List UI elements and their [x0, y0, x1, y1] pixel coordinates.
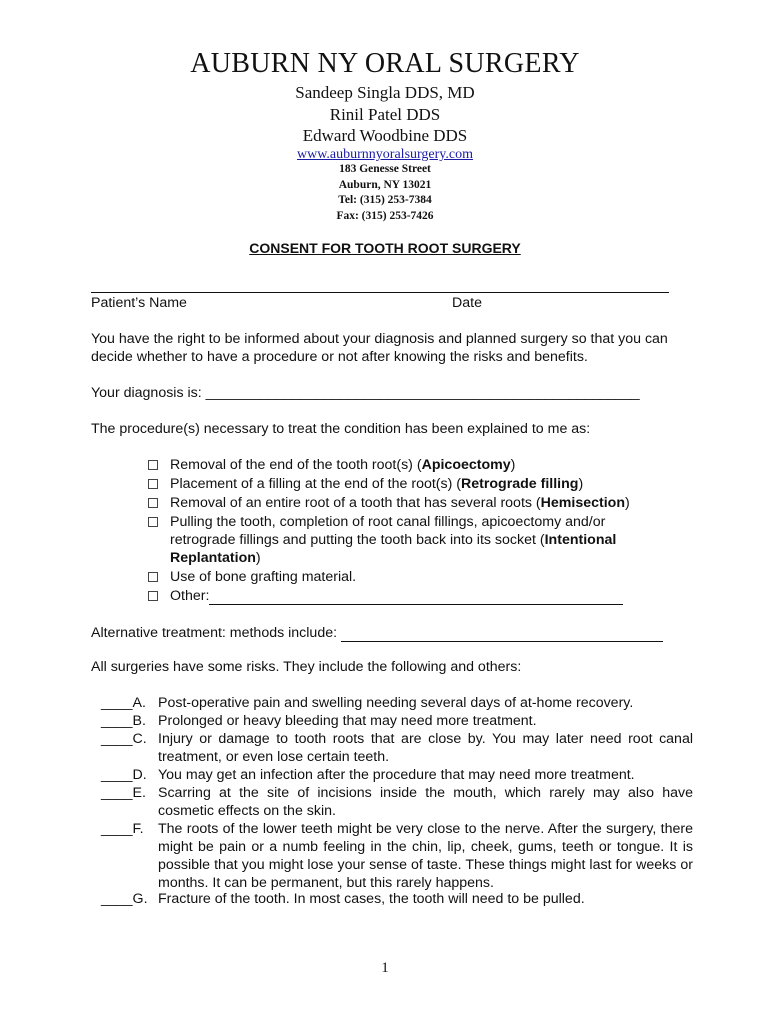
date-label: Date: [452, 295, 482, 311]
procedure-item: [148, 513, 658, 567]
address-block: [0, 162, 770, 224]
street-address: 183 Genesse Street: [339, 163, 431, 175]
doctor-name: Rinil Patel DDS: [329, 105, 441, 124]
other-procedure-field[interactable]: [209, 590, 623, 605]
procedure-text: Pulling the tooth, completion of root canal fillings, apicoectomy and/or retrograde fillings and putting the tooth back into its socket (: [170, 514, 606, 548]
doctor-name: Edward Woodbine DDS: [302, 126, 468, 145]
page-number: 1: [381, 960, 389, 976]
form-title: CONSENT FOR TOOTH ROOT SURGERY: [249, 240, 521, 256]
website-link[interactable]: www.auburnnyoralsurgery.com: [297, 147, 473, 162]
procedure-item: [148, 568, 688, 586]
procedure-term: Retrograde filling: [461, 476, 579, 492]
intro-paragraph: You have the right to be informed about your diagnosis and planned surgery so that you can decide whether to have a procedure or not after knowing the risks and benefits.: [91, 331, 668, 365]
risk-text: Prolonged or heavy bleeding that may need more treatment.: [158, 713, 537, 729]
practice-name: AUBURN NY ORAL SURGERY: [190, 48, 580, 79]
patient-name-label: Patient’s Name: [91, 295, 187, 311]
diagnosis-row: [91, 384, 691, 402]
risk-text: Scarring at the site of incisions inside the mouth, which rarely may also have cosmetic effects on the skin.: [158, 785, 693, 819]
risk-initial-field[interactable]: ____E.: [101, 785, 146, 801]
procedure-item: [148, 587, 688, 605]
risk-initial-field[interactable]: ____D.: [101, 767, 147, 783]
procedure-text: Placement of a filling at the end of the root(s) (: [170, 476, 461, 492]
risk-item: [101, 820, 693, 892]
doctor-name: Sandeep Singla DDS, MD: [295, 83, 475, 102]
fax: Fax: (315) 253-7426: [336, 209, 434, 222]
patient-signature-line[interactable]: [91, 292, 669, 293]
procedure-text: Removal of the end of the tooth root(s) (: [170, 457, 422, 473]
alternative-row: [91, 624, 691, 642]
telephone: Tel: (315) 253-7384: [338, 194, 432, 206]
risk-item: [101, 694, 693, 712]
procedure-text-end: ): [578, 476, 584, 492]
procedure-text: Removal of an entire root of a tooth that has several roots (: [170, 495, 541, 511]
procedure-item: [148, 494, 688, 512]
procedure-checkbox[interactable]: [148, 460, 158, 470]
procedure-checkbox[interactable]: [148, 479, 158, 489]
alternative-field[interactable]: [341, 627, 663, 642]
procedure-term: Apicoectomy: [421, 457, 511, 473]
risks-intro: All surgeries have some risks. They include the following and others:: [91, 659, 522, 675]
procedure-checkbox[interactable]: [148, 591, 158, 601]
procedure-term: Hemisection: [540, 495, 626, 511]
risk-text: Fracture of the tooth. In most cases, the tooth will need to be pulled.: [158, 891, 585, 907]
procedure-text-end: ): [625, 495, 630, 511]
risk-text: Post-operative pain and swelling needing several days of at-home recovery.: [158, 695, 634, 711]
risk-item: [101, 730, 693, 766]
procedure-checkbox[interactable]: [148, 498, 158, 508]
risk-text: Injury or damage to tooth roots that are close by. You may later need root canal treatment, or even lose certain teeth.: [158, 731, 693, 765]
alternative-label: Alternative treatment: methods include:: [91, 625, 341, 641]
procedure-term: Intentional Replantation: [170, 532, 617, 566]
risk-text: The roots of the lower teeth might be very close to the nerve. After the surgery, there might be pain or a numb feeling in the chin, lip, cheek, gums, teeth or tongue. It is possible that you might lose your sense of taste. These things might last for weeks or months. It can be permanent, but this rarely happens.: [158, 821, 693, 891]
procedure-item: [148, 475, 688, 493]
risk-item: [101, 784, 693, 820]
risk-item: [101, 712, 693, 730]
procedure-text-end: ): [255, 550, 261, 566]
risk-item: [101, 766, 693, 784]
procedure-checkbox[interactable]: [148, 572, 158, 582]
city-state-zip: Auburn, NY 13021: [338, 178, 432, 191]
risk-initial-field[interactable]: ____G.: [101, 891, 148, 907]
procedure-intro: The procedure(s) necessary to treat the condition has been explained to me as:: [91, 421, 591, 437]
risk-initial-field[interactable]: ____A.: [101, 695, 146, 711]
risk-item: [101, 890, 693, 908]
procedure-text: Other:: [170, 588, 210, 604]
procedure-checkbox[interactable]: [148, 517, 158, 527]
risk-initial-field[interactable]: ____B.: [101, 713, 146, 729]
risk-initial-field[interactable]: ____F.: [101, 821, 144, 837]
procedure-item: [148, 456, 688, 474]
risk-initial-field[interactable]: ____C.: [101, 731, 147, 747]
diagnosis-label: Your diagnosis is:: [91, 385, 206, 401]
diagnosis-field[interactable]: _______________________________________________________: [205, 385, 640, 401]
procedure-text: Use of bone grafting material.: [170, 569, 357, 585]
risk-text: You may get an infection after the procedure that may need more treatment.: [158, 767, 635, 783]
procedure-text-end: ): [510, 457, 516, 473]
